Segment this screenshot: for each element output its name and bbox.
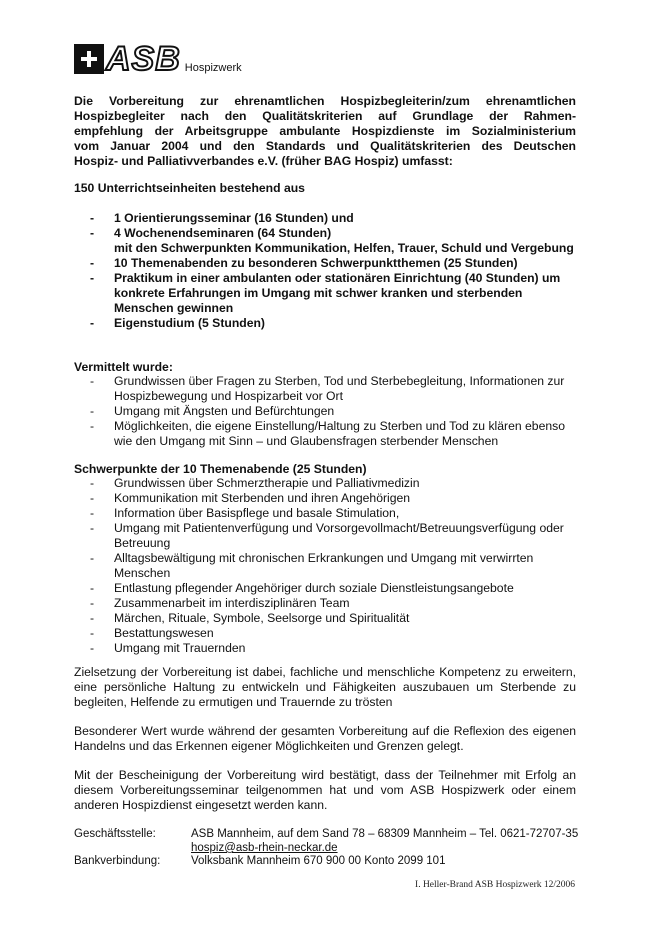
list-item: - Möglichkeiten, die eigene Einstellung/Haltung zu Sterben und Tod zu klären ebenso wie den Umgang mit Sinn – und Glaubensfragen sterbender Menschen	[74, 419, 576, 449]
list-item: - 4 Wochenendseminaren (64 Stunden) mit den Schwerpunkten Kommunikation, Helfen, Trauer, Schuld und Vergebung	[74, 226, 576, 256]
bank-details: Volksbank Mannheim 670 900 00 Konto 2099 101	[191, 855, 446, 867]
schwerpunkte-list	[74, 476, 576, 656]
intro-line: Hospiz- und Palliativverbandes e.V. (früher BAG Hospiz) umfasst:	[74, 154, 453, 168]
goal-paragraph: Zielsetzung der Vorbereitung ist dabei, fachliche und menschliche Kompetenz zu erweitern, eine persönliche Haltung zu entwickeln und Fähigkeiten auszubauen um Sterbende zu begleiten, Helfende zu ermutigen und Trauernde zu trösten	[74, 665, 576, 709]
vermittelt-list	[74, 374, 576, 449]
list-item: - Praktikum in einer ambulanten oder stationären Einrichtung (40 Stunden) um konkrete Erfahrungen im Umgang mit schwer kranken und sterbenden Menschen gewinnen	[74, 271, 576, 316]
list-item: - Grundwissen über Schmerztherapie und Palliativmedizin	[74, 476, 576, 491]
schwerpunkte-heading: Schwerpunkte der 10 Themenabende (25 Stunden)	[74, 462, 367, 476]
list-item: - 10 Themenabenden zu besonderen Schwerpunktthemen (25 Stunden)	[74, 256, 576, 271]
certificate-paragraph: Mit der Bescheinigung der Vorbereitung wird bestätigt, dass der Teilnehmer mit Erfolg an diesem Vorbereitungsseminar teilgenommen hat und vom ASB Hospizwerk oder einem anderen Hospizdienst eingesetzt werden kann.	[74, 768, 576, 812]
bank-label: Bankverbindung:	[74, 855, 161, 867]
logo-subtitle: Hospizwerk	[184, 62, 242, 74]
logo-text: ASB	[106, 40, 181, 78]
list-item: - Märchen, Rituale, Symbole, Seelsorge und Spiritualität	[74, 611, 576, 626]
intro-line: vom Januar 2004 und den Standards und Qualitätskriterien des Deutschen	[74, 139, 576, 153]
intro-paragraph	[74, 94, 576, 169]
list-item: - Grundwissen über Fragen zu Sterben, Tod und Sterbebegleitung, Informationen zur Hospizbewegung und Hospizarbeit vor Ort	[74, 374, 576, 404]
bank-row	[74, 854, 594, 868]
units-list	[74, 211, 576, 331]
list-item: - Zusammenarbeit im interdisziplinären Team	[74, 596, 576, 611]
list-item: - Bestattungswesen	[74, 626, 576, 641]
units-heading: 150 Unterrichtseinheiten bestehend aus	[74, 181, 305, 195]
office-row	[74, 827, 594, 841]
list-item: - 1 Orientierungsseminar (16 Stunden) und	[74, 211, 576, 226]
list-item: - Umgang mit Patientenverfügung und Vorsorgevollmacht/Betreuungsverfügung oder Betreuung	[74, 521, 576, 551]
list-item: - Umgang mit Trauernden	[74, 641, 576, 656]
cross-icon	[74, 44, 104, 74]
list-item: - Alltagsbewältigung mit chronischen Erkrankungen und Umgang mit verwirrten Menschen	[74, 551, 576, 581]
email-row	[74, 841, 594, 855]
office-label: Geschäftsstelle:	[74, 828, 156, 840]
author-signature-line: I. Heller-Brand ASB Hospizwerk 12/2006	[415, 880, 575, 890]
asb-logo	[74, 38, 242, 76]
intro-line: empfehlung der Arbeitsgruppe ambulante Hospizdienste im Sozialministerium	[74, 124, 576, 138]
list-item: - Umgang mit Ängsten und Befürchtungen	[74, 404, 576, 419]
vermittelt-heading: Vermittelt wurde:	[74, 360, 173, 374]
list-item: - Kommunikation mit Sterbenden und ihren Angehörigen	[74, 491, 576, 506]
office-address: ASB Mannheim, auf dem Sand 78 – 68309 Mannheim – Tel. 0621-72707-35	[191, 828, 579, 840]
email-link[interactable]: hospiz@asb-rhein-neckar.de	[191, 842, 338, 854]
list-item: - Eigenstudium (5 Stunden)	[74, 316, 576, 331]
intro-line: Hospizbegleiter nach den Qualitätskriterien auf Grundlage der Rahmen-	[74, 109, 576, 123]
intro-line: Die Vorbereitung zur ehrenamtlichen Hospizbegleiterin/zum ehrenamtlichen	[74, 94, 576, 108]
reflection-paragraph: Besonderer Wert wurde während der gesamten Vorbereitung auf die Reflexion des eigenen Handelns und das Erkennen eigener Möglichkeiten und Grenzen gelegt.	[74, 724, 576, 753]
list-item: - Entlastung pflegender Angehöriger durch soziale Dienstleistungsangebote	[74, 581, 576, 596]
list-item: - Information über Basispflege und basale Stimulation,	[74, 506, 576, 521]
